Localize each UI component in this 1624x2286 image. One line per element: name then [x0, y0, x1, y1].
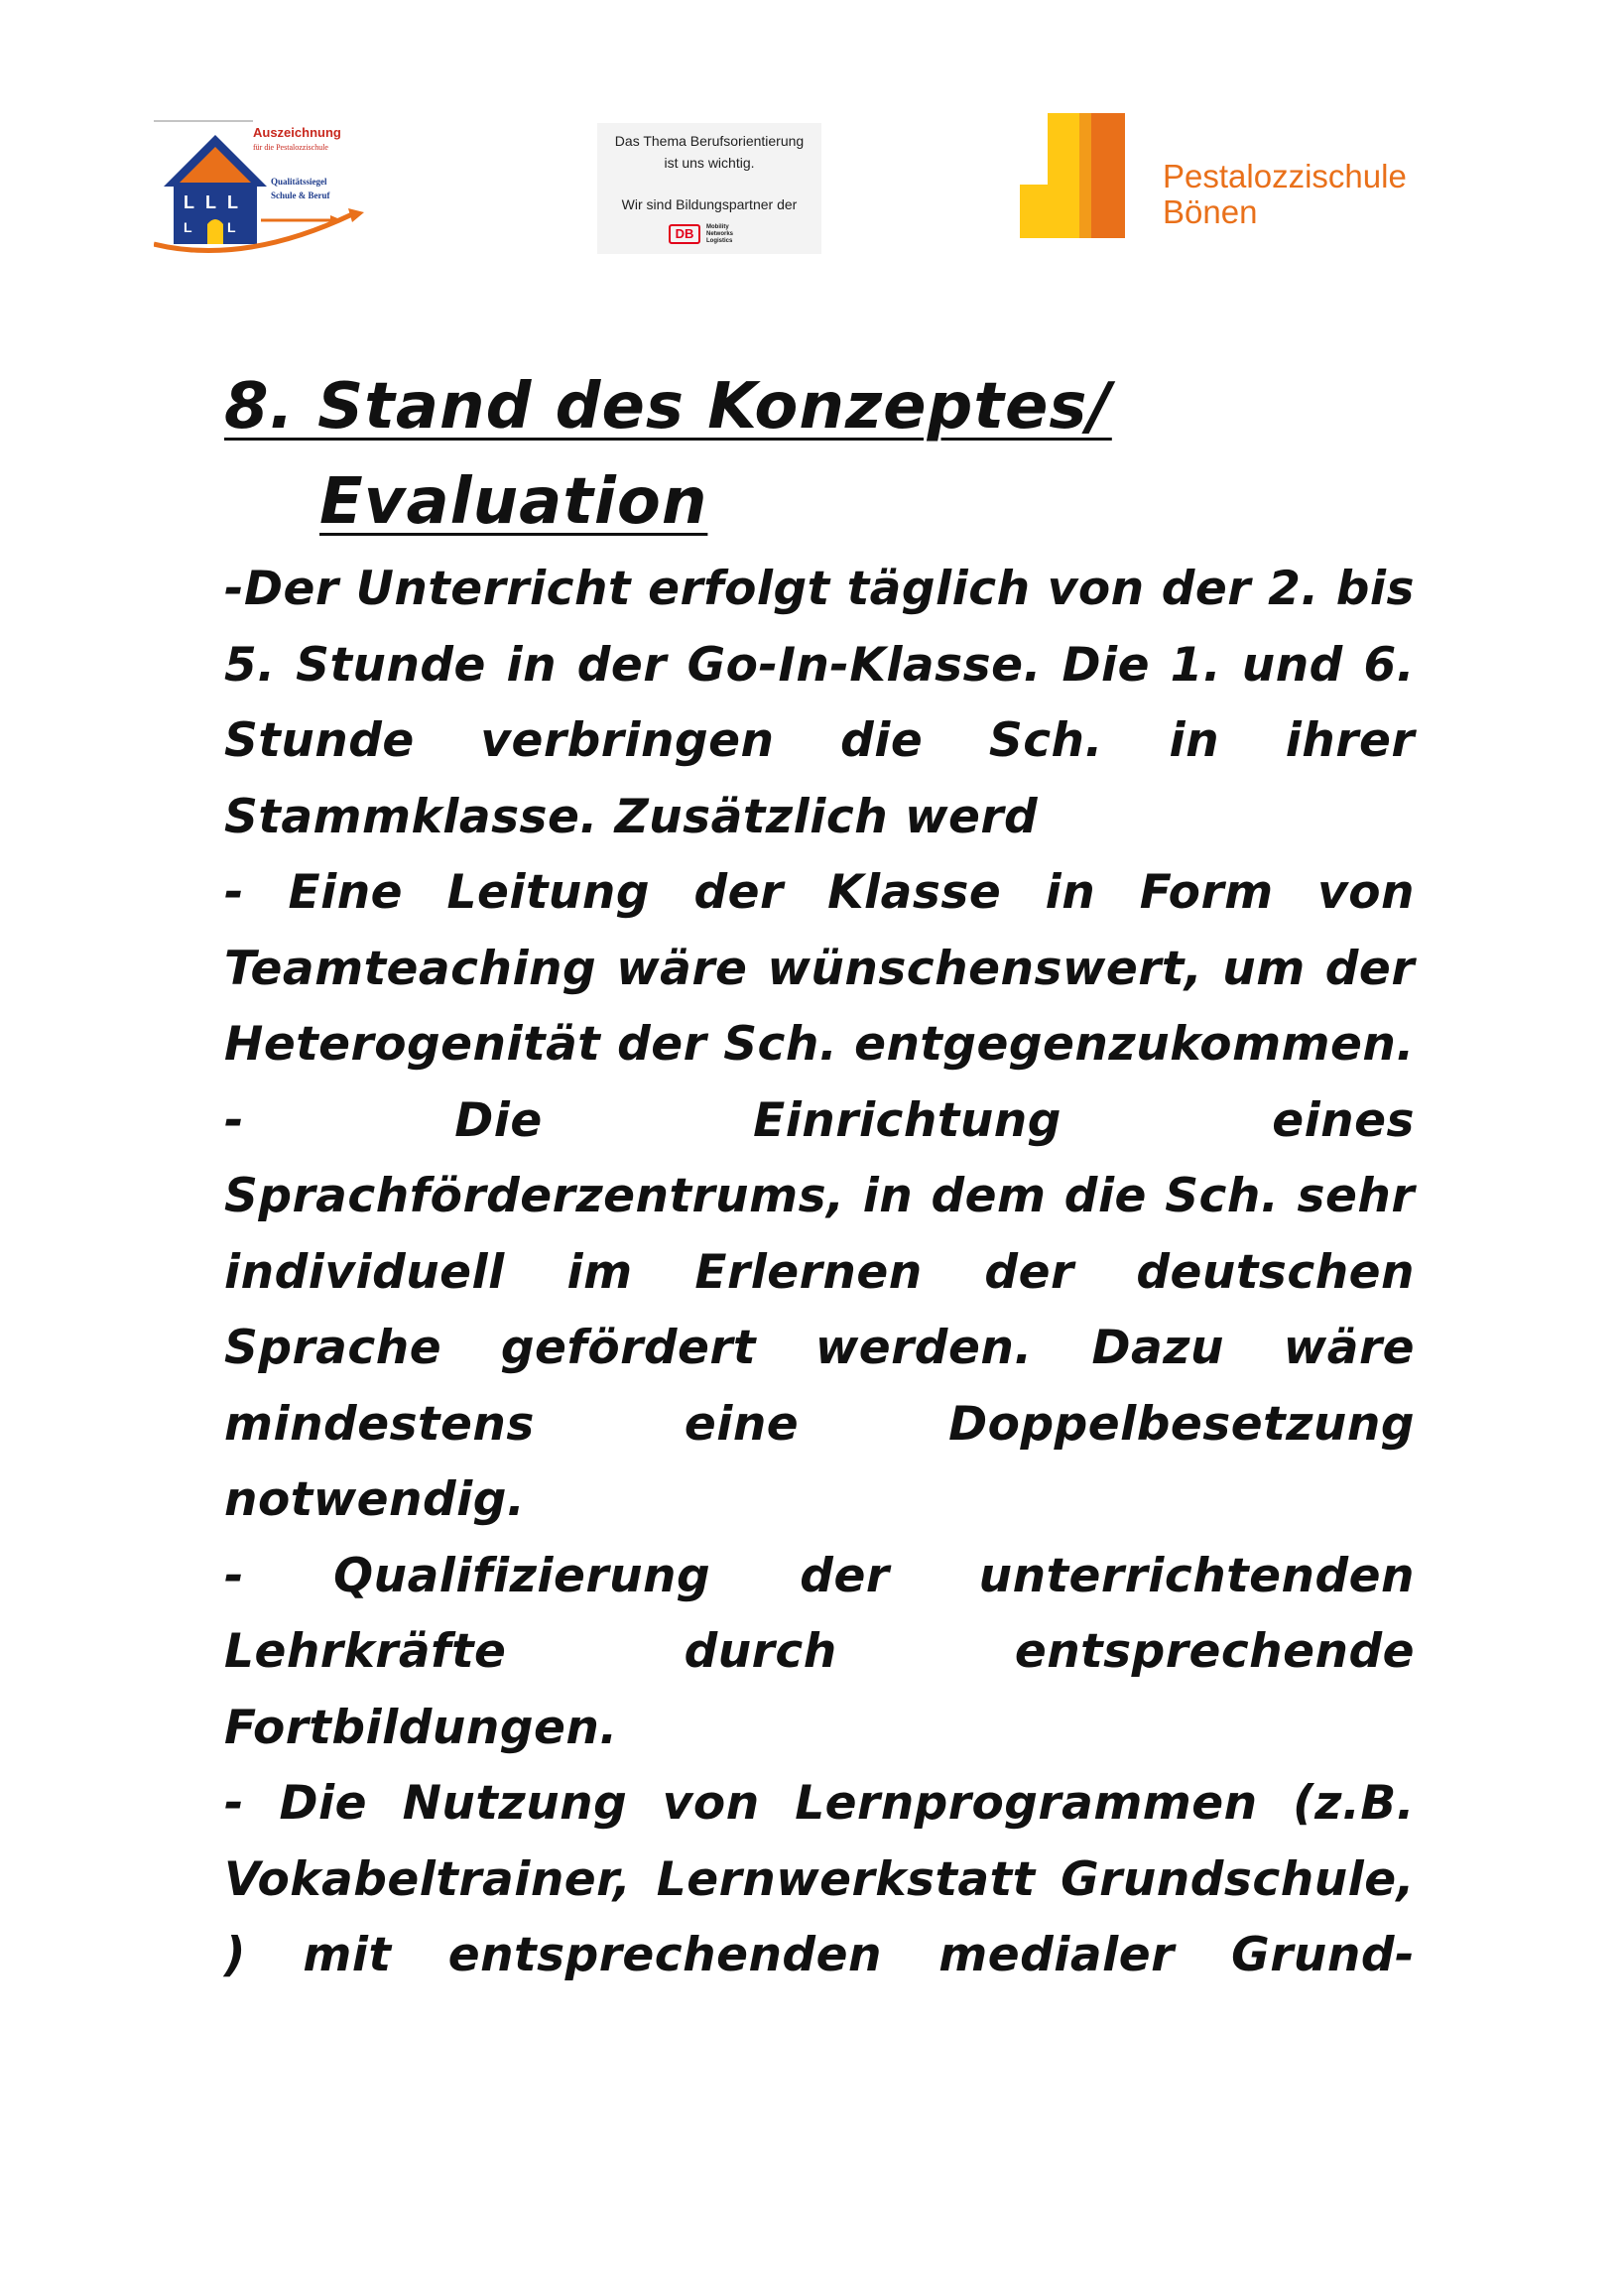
- heading-line-1: 8. Stand des Konzeptes/: [224, 370, 1112, 444]
- db-claim-2: Networks: [706, 230, 734, 237]
- partner-line-3: Wir sind Bildungspartner der: [621, 196, 798, 212]
- seal-line-2: Schule & Beruf: [271, 190, 330, 200]
- award-logo: [154, 117, 367, 256]
- db-claim-1: Mobility: [706, 223, 729, 230]
- school-logo: [1020, 113, 1437, 238]
- school-name-line-1: Pestalozzischule: [1163, 158, 1407, 194]
- paragraph: - Qualifizierung der unterrichtenden Lehrkräfte durch entsprechende Fortbildungen.: [224, 1548, 1415, 1755]
- svg-text:L: L: [227, 192, 238, 212]
- paragraph: - Die Einrichtung eines Sprachförderzentrums, in dem die Sch. sehr individuell im Erlernen der deutschen Sprache gefördert werden. Dazu wäre mindestens eine Doppelbesetzung notwendig.: [224, 1092, 1415, 1527]
- school-mark-icon: [1020, 113, 1159, 238]
- svg-text:L: L: [184, 219, 192, 235]
- db-claim-3: Logistics: [706, 237, 733, 244]
- award-title: Auszeichnung: [253, 125, 341, 140]
- db-claim: [706, 224, 733, 245]
- partner-line-2: ist uns wichtig.: [664, 155, 755, 171]
- svg-text:L: L: [184, 192, 194, 212]
- svg-text:L: L: [227, 219, 236, 235]
- section-heading: [224, 359, 1112, 550]
- partner-logo: [597, 123, 821, 254]
- db-logo: [669, 222, 733, 246]
- heading-line-2: Evaluation: [319, 465, 708, 539]
- paragraph: -Der Unterricht erfolgt täglich von der 2. bis 5. Stunde in der Go-In-Klasse. Die 1. und 6. Stunde verbringen die Sch. in ihrer Stammklasse. Zusätzlich werd: [224, 562, 1415, 844]
- db-mark: DB: [669, 224, 700, 244]
- award-subtitle: für die Pestalozzischule: [253, 143, 328, 152]
- school-name: [1163, 159, 1407, 230]
- partner-line-1: Das Thema Berufsorientierung: [614, 133, 805, 149]
- paragraph: - Die Nutzung von Lernprogrammen (z.B. Vokabeltrainer, Lernwerkstatt Grundschule, ) mit entsprechenden medialer Grund-: [224, 1776, 1415, 1982]
- seal-line-1: Qualitätssiegel: [271, 177, 327, 187]
- svg-text:L: L: [205, 192, 216, 212]
- document-body: [224, 552, 1415, 1994]
- school-name-line-2: Bönen: [1163, 193, 1258, 230]
- paragraph: - Eine Leitung der Klasse in Form von Teamteaching wäre wünschenswert, um der Heterogenität der Sch. entgegenzukommen.: [224, 865, 1415, 1072]
